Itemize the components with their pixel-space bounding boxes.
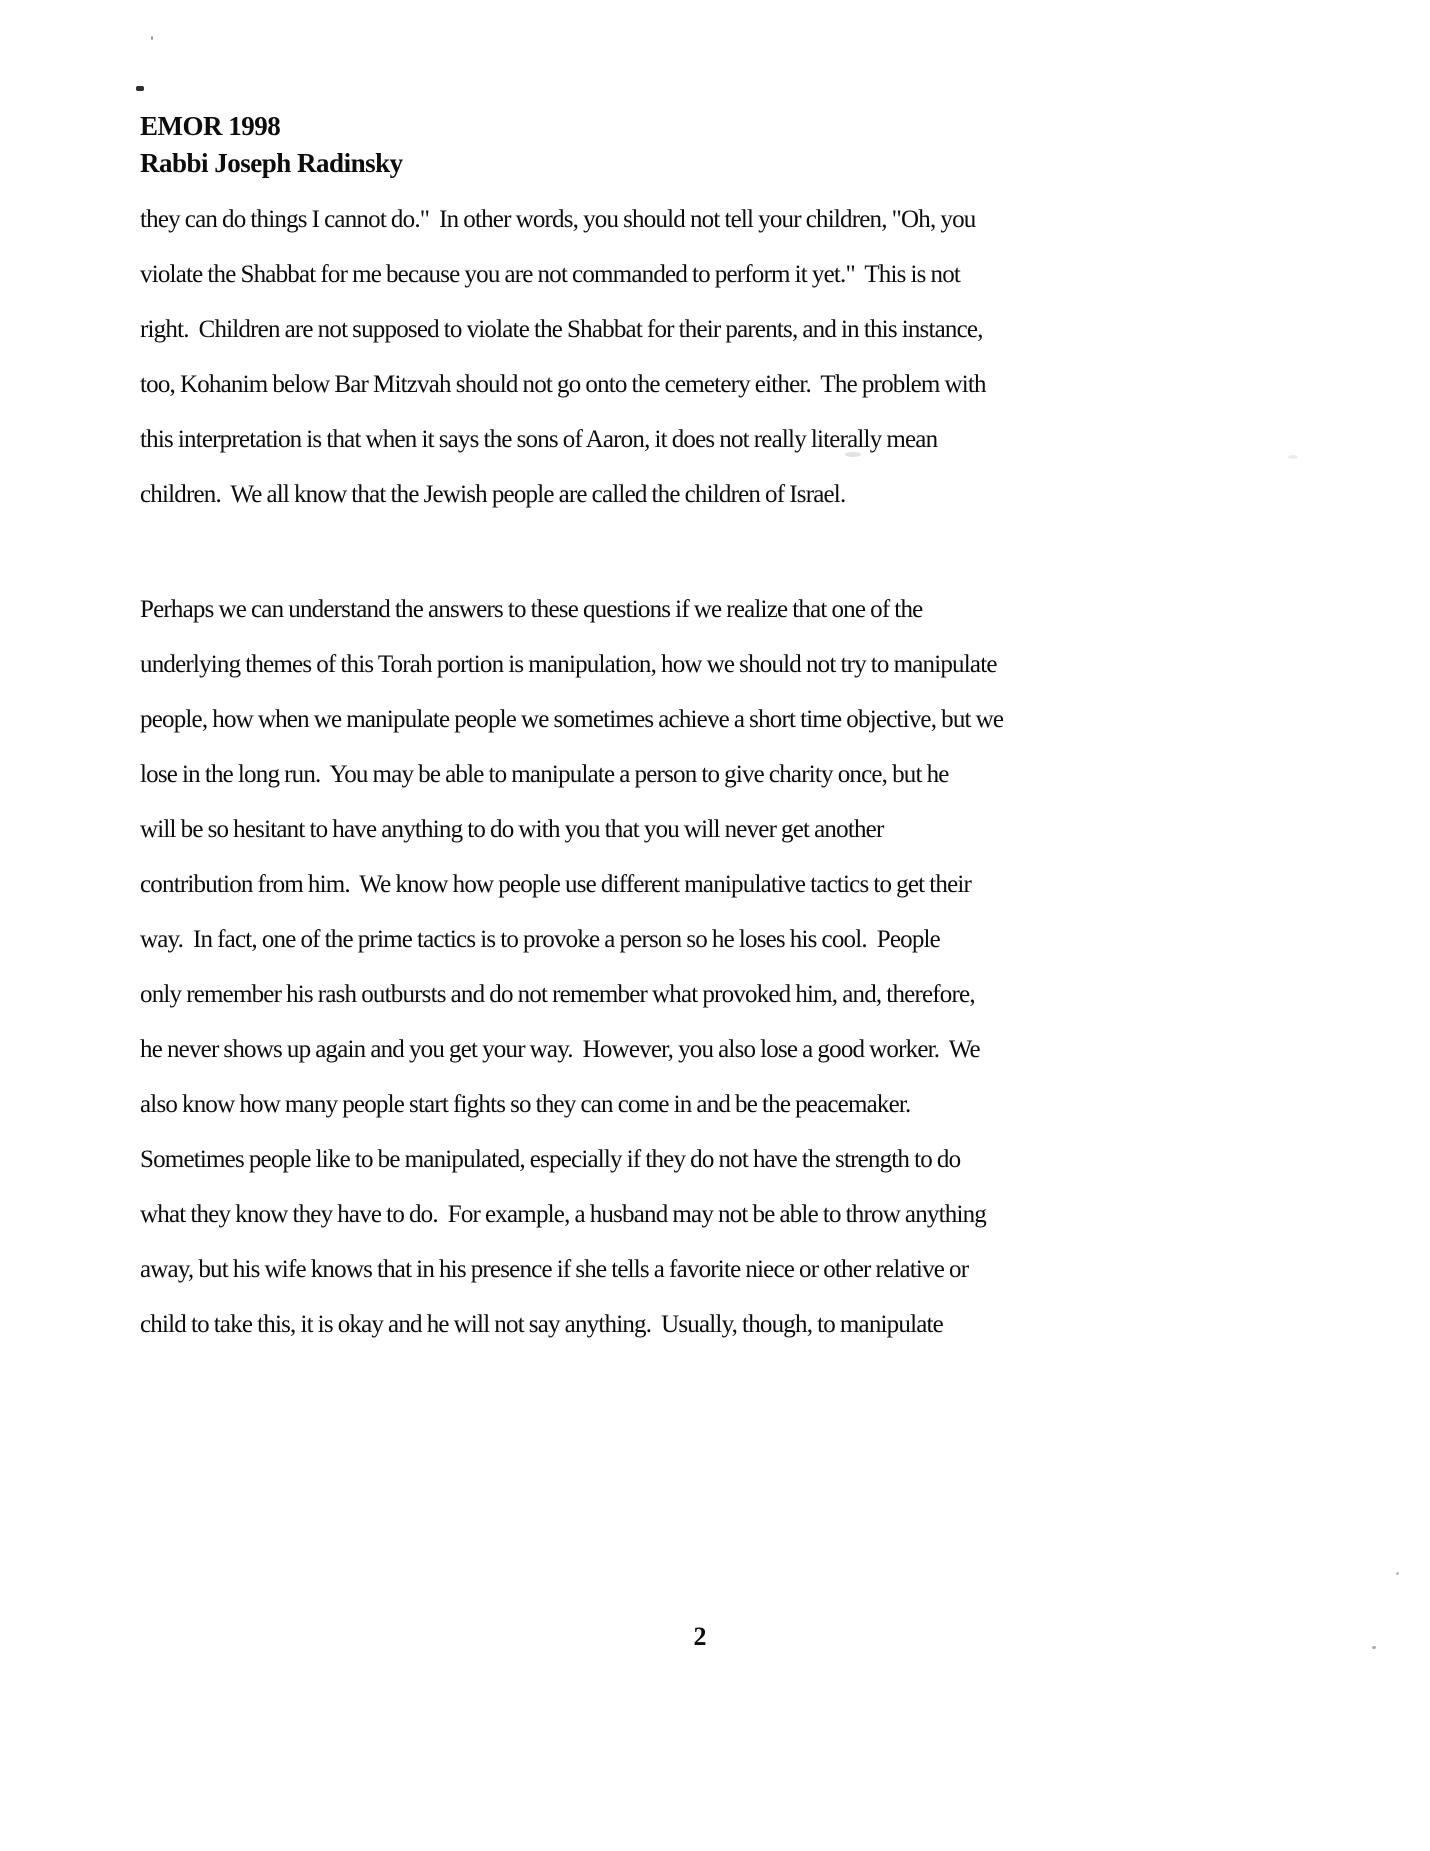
paragraph-1 <box>140 192 986 522</box>
text-line: right. Children are not supposed to violate the Shabbat for their parents, and in this instance, <box>140 316 983 343</box>
text-line: they can do things I cannot do." In other words, you should not tell your children, "Oh, you <box>140 206 976 233</box>
text-line: contribution from him. We know how people use different manipulative tactics to get their <box>140 871 972 898</box>
text-line: away, but his wife knows that in his presence if she tells a favorite niece or other relative or <box>140 1256 969 1283</box>
text-line: also know how many people start fights so they can come in and be the peacemaker. <box>140 1091 911 1118</box>
text-line: people, how when we manipulate people we sometimes achieve a short time objective, but we <box>140 706 1004 733</box>
scan-artifact <box>151 36 153 40</box>
text-line: only remember his rash outbursts and do not remember what provoked him, and, therefore, <box>140 981 975 1008</box>
document-author: Rabbi Joseph Radinsky <box>140 148 403 178</box>
text-line: violate the Shabbat for me because you are not commanded to perform it yet." This is not <box>140 261 961 288</box>
text-line: way. In fact, one of the prime tactics is to provoke a person so he loses his cool. People <box>140 926 940 953</box>
text-line: this interpretation is that when it says the sons of Aaron, it does not really literally mean <box>140 426 938 453</box>
paragraph-2 <box>140 582 1003 1352</box>
document-header <box>140 108 403 182</box>
text-line: underlying themes of this Torah portion is manipulation, how we should not try to manipulate <box>140 651 997 678</box>
text-line: Sometimes people like to be manipulated, especially if they do not have the strength to do <box>140 1146 961 1173</box>
scan-artifact <box>1288 455 1298 459</box>
text-line: too, Kohanim below Bar Mitzvah should not go onto the cemetery either. The problem with <box>140 371 986 398</box>
scan-artifact <box>1396 1572 1399 1575</box>
page-number: 2 <box>693 1622 707 1651</box>
text-line: Perhaps we can understand the answers to these questions if we realize that one of the <box>140 596 923 623</box>
document-title: EMOR 1998 <box>140 111 281 141</box>
text-line: child to take this, it is okay and he will not say anything. Usually, though, to manipulate <box>140 1311 943 1338</box>
text-line: what they know they have to do. For example, a husband may not be able to throw anything <box>140 1201 986 1228</box>
scan-artifact <box>136 86 144 91</box>
text-line: he never shows up again and you get your way. However, you also lose a good worker. We <box>140 1036 980 1063</box>
text-line: children. We all know that the Jewish people are called the children of Israel. <box>140 481 846 508</box>
text-line: lose in the long run. You may be able to manipulate a person to give charity once, but he <box>140 761 949 788</box>
text-line: will be so hesitant to have anything to do with you that you will never get another <box>140 816 884 843</box>
